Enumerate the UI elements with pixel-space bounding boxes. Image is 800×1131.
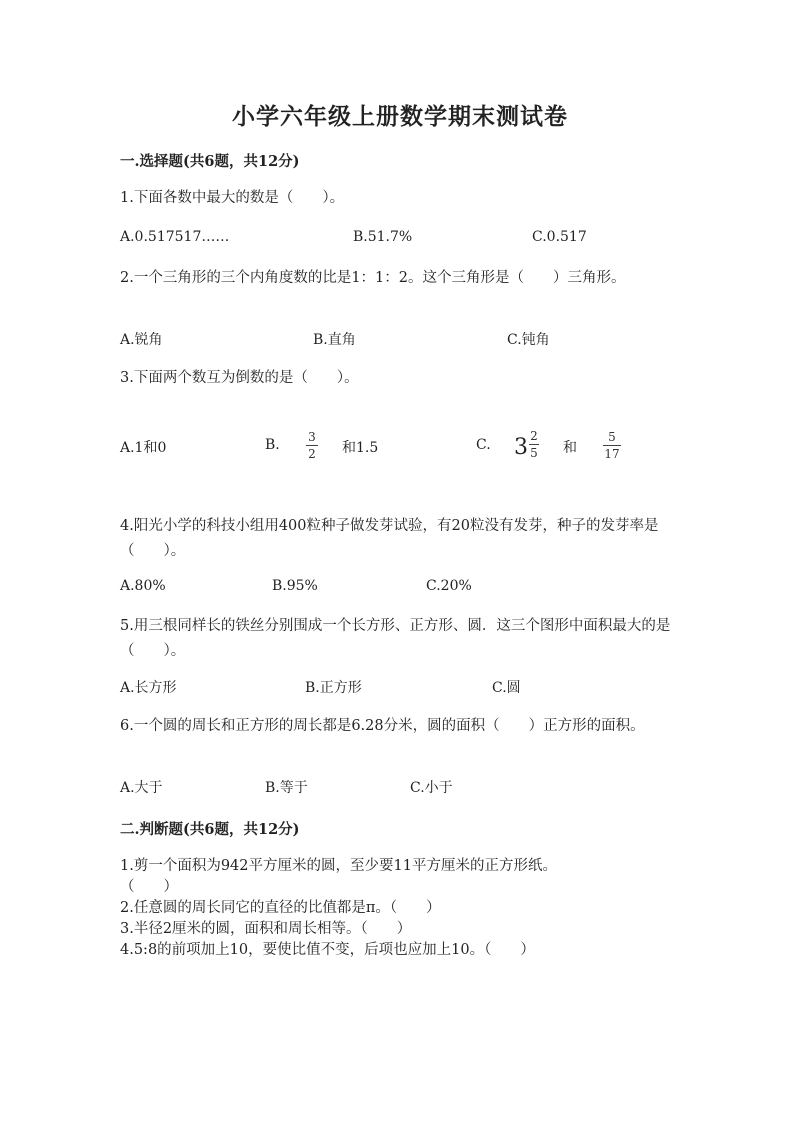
q4-option-c: C.20% <box>426 578 472 594</box>
question-4: 4.阳光小学的科技小组用400粒种子做发芽试验，有20粒没有发芽，种子的发芽率是（ ）。 <box>120 518 659 559</box>
q3-option-b-tail: 和1.5 <box>342 440 379 456</box>
judgment-item-1: 1.剪一个面积为942平方厘米的圆，至少要11平方厘米的正方形纸。 <box>120 858 557 874</box>
fraction-numerator: 5 <box>608 430 616 444</box>
question-6: 6.一个圆的周长和正方形的周长都是6.28分米，圆的面积（ ）正方形的面积。 <box>120 718 645 734</box>
q3-mixed-number-fraction <box>529 429 539 460</box>
fraction-denominator: 5 <box>530 446 538 460</box>
q3-option-a: A.1和0 <box>120 440 167 456</box>
judgment-item-3: 3.半径2厘米的圆，面积和周长相等。（ ） <box>120 921 412 937</box>
q3-option-c-label: C. <box>476 437 491 453</box>
q5-option-a: A.长方形 <box>120 680 177 696</box>
q5-option-b: B.正方形 <box>305 680 362 696</box>
fraction-numerator: 2 <box>530 429 538 443</box>
q3-fraction-five-seventeenths <box>603 430 621 461</box>
section-heading-choice: 一.选择题(共6题，共12分) <box>120 153 300 170</box>
q3-mixed-number-whole: 3 <box>514 435 528 460</box>
section-heading-judgment: 二.判断题(共6题，共12分) <box>120 821 300 838</box>
q6-option-b: B.等于 <box>265 780 308 796</box>
question-3: 3.下面两个数互为倒数的是（ ）。 <box>120 370 359 386</box>
fraction-denominator: 2 <box>308 447 316 461</box>
fraction-bar <box>306 445 318 446</box>
q2-option-c: C.钝角 <box>507 332 550 348</box>
question-1: 1.下面各数中最大的数是（ ）。 <box>120 190 345 206</box>
judgment-item-2: 2.任意圆的周长同它的直径的比值都是π。（ ） <box>120 900 441 916</box>
q1-option-c: C.0.517 <box>532 229 587 245</box>
q1-option-a: A.0.517517…… <box>120 229 230 245</box>
q3-fraction-three-halves <box>306 430 318 461</box>
q4-option-b: B.95% <box>272 578 318 594</box>
q2-option-b: B.直角 <box>313 332 356 348</box>
fraction-denominator: 17 <box>604 447 620 461</box>
q3-option-b-label: B. <box>265 437 280 453</box>
fraction-numerator: 3 <box>308 430 316 444</box>
q6-option-c: C.小于 <box>410 780 453 796</box>
fraction-bar <box>603 445 621 446</box>
question-5: 5.用三根同样长的铁丝分别围成一个长方形、正方形、圆．这三个图形中面积最大的是（ ）。 <box>120 618 671 659</box>
q4-option-a: A.80% <box>120 578 166 594</box>
page-title: 小学六年级上册数学期末测试卷 <box>232 103 568 130</box>
judgment-item-4: 4.5:8的前项加上10，要使比值不变，后项也应加上10。（ ） <box>120 942 535 958</box>
q1-option-b: B.51.7% <box>353 229 413 245</box>
fraction-bar <box>529 444 539 445</box>
q3-option-c-and: 和 <box>563 440 577 456</box>
judgment-item-1-answer-blank: （ ） <box>120 879 178 895</box>
question-2: 2.一个三角形的三个内角度数的比是1：1：2。这个三角形是（ ）三角形。 <box>120 270 626 286</box>
q5-option-c: C.圆 <box>492 680 521 696</box>
q6-option-a: A.大于 <box>120 780 163 796</box>
q2-option-a: A.锐角 <box>120 332 163 348</box>
